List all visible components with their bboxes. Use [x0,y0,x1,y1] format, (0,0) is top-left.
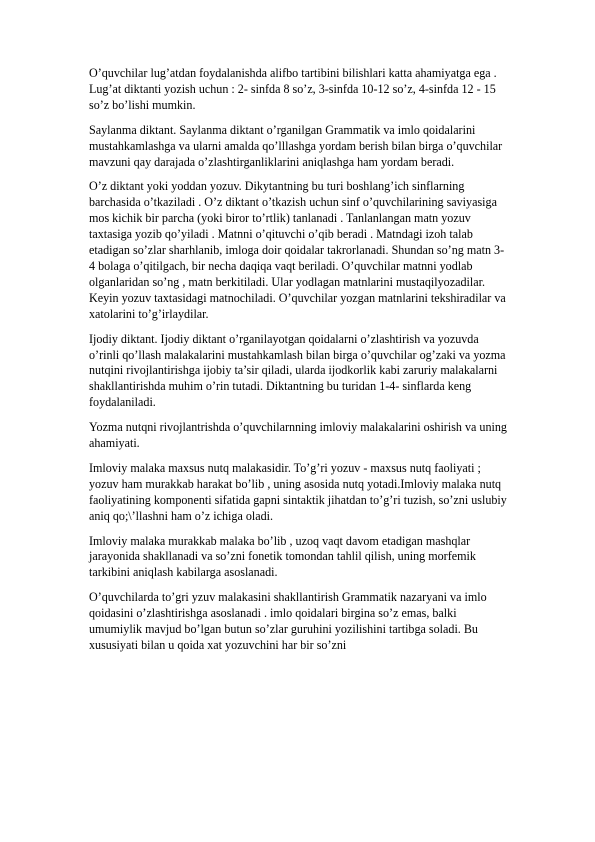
paragraph-selective-dictation: Saylanma diktant. Saylanma diktant o’rganilgan Grammatik va imlo qoidalarini mustahkamlashga va ularni amalda qo’lllashga yordam berish bilan birga o’quvchilar mavzuni qay darajada o’zlashtirganliklarini aniqlashga ham yordam beradi. [89,122,503,169]
paragraph-spelling-skill: Imloviy malaka maxsus nutq malakasidir. To’g’ri yozuv - maxsus nutq faoliyati ; yozuv ham murakkab harakat bo’lib , uning asosida nutq yotadi.Imloviy malaka nutq faoliyatining komponenti sifatida gapni sintaktik jihatdan to’g’ri tuzish, so’zni uslubiy aniq qo;\’llashni ham o’z ichiga oladi. [89,460,507,523]
paragraph-dictionary-use: O’quvchilar lug’atdan foydalanishda alifbo tartibini bilishlari katta ahamiyatga ega . Lug’at diktanti yozish uchun : 2- sinfda 8 so’z, 3-sinfda 10-12 so’z, 4-sinfda 12 - 15 so’z bo’lishi mumkin. [89,66,497,112]
document-body [89,66,507,663]
paragraph-complex-skill: Imloviy malaka murakkab malaka bo’lib , uzoq vaqt davom etadigan mashqlar jarayonida shakllanadi va so’zni fonetik tomondan tahlil qilish, uning morfemik tarkibini aniqlash kabilarga asoslanadi. [89,533,476,580]
paragraph-correct-writing: O’quvchilarda to’gri yzuv malakasini shakllantirish Grammatik nazaryani va imlo qoidasini o’zlashtirishga asoslanadi . imlo qoidalari birgina so’z emas, balki umumiylik mavjud bo’lgan butun so’zlar guruhini yozilishini tartibga soladi. Bu xususiyati bilan u qoida xat yozuvchini har bir so’zni [89,590,487,652]
paragraph-section-heading: Yozma nutqni rivojlantrishda o’quvchilarnning imloviy malakalarini oshirish va uning ahamiyati. [89,420,507,451]
paragraph-creative-dictation: Ijodiy diktant. Ijodiy diktant o’rganilayotgan qoidalarni o’zlashtirish va yozuvda o’rinli qo’llash malakalarini mustahkamlash bilan birga o’quvchilar og’zaki va yozma nutqini rivojlantirishga ijobiy ta’sir qiladi, ularda ijodkorlik kabi zaruriy malakalarni shakllantirishda muhim o’rin tutadi. Diktantning bu turidan 1-4- sinflarda keng foydalaniladi. [89,331,506,410]
paragraph-memory-dictation: O’z diktant yoki yoddan yozuv. Dikytantning bu turi boshlang’ich sinflarning barchasida o’tkaziladi . O’z diktant o’tkazish uchun sinf o’quvchilarining saviyasiga mos kichik bir parcha (yoki biror to’rtlik) tanlanadi . Tanlanlangan matn yozuv taxtasiga yozib qo’yiladi . Matnni o’qituvchi o’qib beradi . Matndagi izoh talab etadigan so’zlar sharhlanib, imloga doir qoidalar takrorlanadi. Shundan so’ng matn 3-4 bolaga o’qitilgach, bir necha daqiqa vaqt beriladi. O’quvchilar matnni yodlab olganlaridan so’ng , matn berkitiladi. Ular yodlagan matnlarini mustaqilyozadilar. Keyin yozuv taxtasidagi matnochiladi. O’quvchilar yozgan matnlarini tekshiradilar va xatolarini to’g’irlaydilar. [89,179,506,321]
